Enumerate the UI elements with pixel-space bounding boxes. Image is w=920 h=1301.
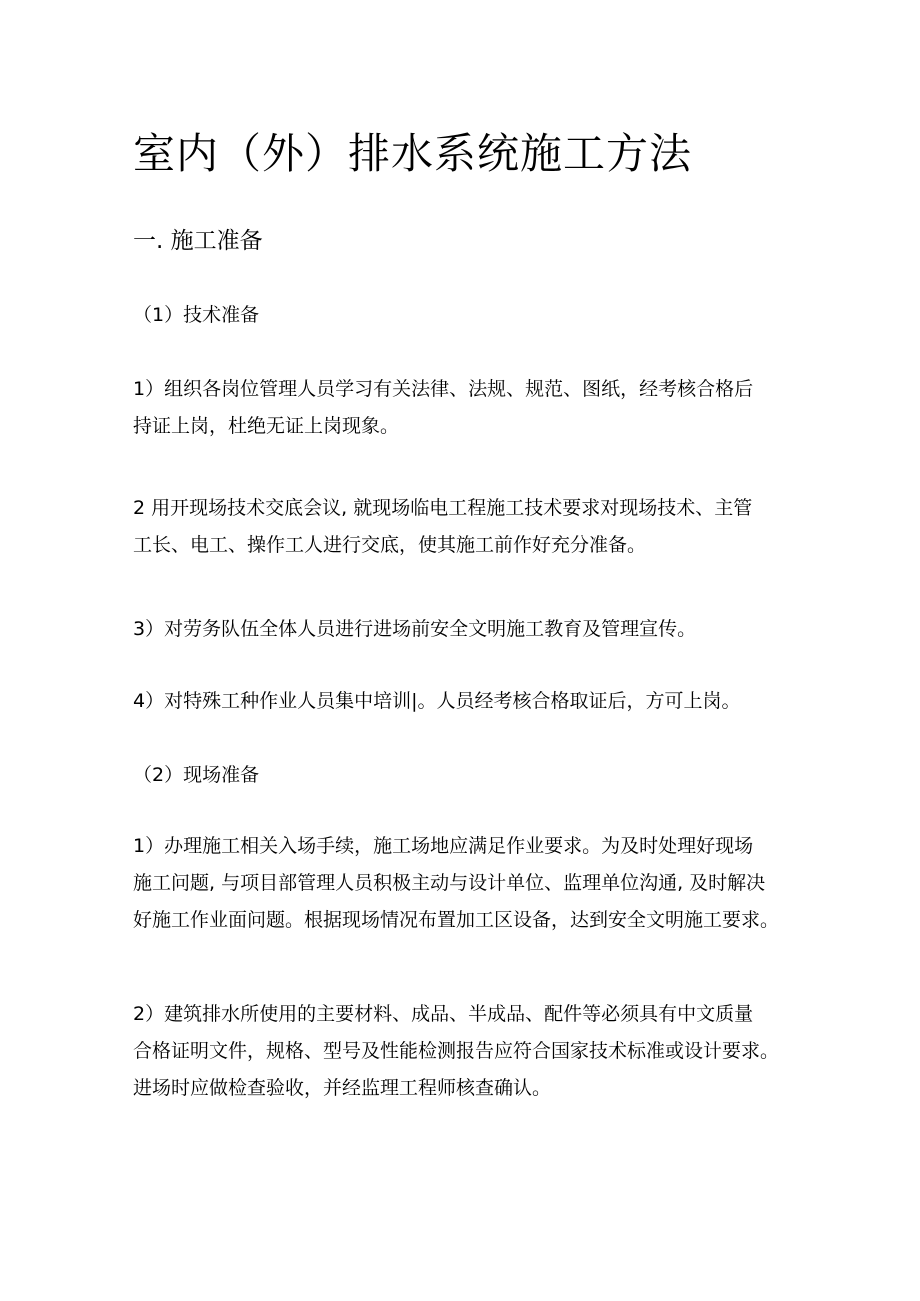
document-title: 室内（外）排水系统施工方法 xyxy=(133,129,693,178)
paragraph-line: 3）对劳务队伍全体人员进行进场前安全文明施工教育及管理宣传。 xyxy=(133,618,697,640)
paragraph-line: 4）对特殊工种作业人员集中培训|。人员经考核合格取证后，方可上岗。 xyxy=(133,690,741,712)
paragraph-technical-item-4 xyxy=(133,683,793,720)
paragraph-line: 进场时应做检查验收，并经监理工程师核查确认。 xyxy=(133,1077,552,1099)
section-heading-construction-prep: 一. 施工准备 xyxy=(133,228,263,254)
paragraph-technical-item-3 xyxy=(133,611,793,648)
paragraph-line: 工长、电工、操作工人进行交底，使其施工前作好充分准备。 xyxy=(133,534,647,556)
paragraph-line: 持证上岗，杜绝无证上岗现象。 xyxy=(133,415,400,437)
paragraph-technical-item-2 xyxy=(133,490,793,564)
paragraph-line: 好施工作业面问题。根据现场情况布置加工区设备，达到安全文明施工要求。 xyxy=(133,909,780,931)
paragraph-line: 2 用开现场技术交底会议, 就现场临电工程施工技术要求对现场技术、主管 xyxy=(133,497,753,519)
paragraph-site-item-1 xyxy=(133,828,793,939)
subsection-heading-technical-prep: （1）技术准备 xyxy=(133,304,260,326)
paragraph-line: 1）办理施工相关入场手续，施工场地应满足作业要求。为及时处理好现场 xyxy=(133,835,754,857)
paragraph-line: 合格证明文件，规格、型号及性能检测报告应符合国家技术标准或设计要求。 xyxy=(133,1040,780,1062)
subsection-heading-site-prep: （2）现场准备 xyxy=(133,764,260,786)
paragraph-site-item-2 xyxy=(133,996,793,1107)
paragraph-technical-item-1 xyxy=(133,371,793,445)
paragraph-line: 施工问题, 与项目部管理人员积极主动与设计单位、监理单位沟通, 及时解决 xyxy=(133,872,766,894)
paragraph-line: 2）建筑排水所使用的主要材料、成品、半成品、配件等必须具有中文质量 xyxy=(133,1003,754,1025)
paragraph-line: 1）组织各岗位管理人员学习有关法律、法规、规范、图纸，经考核合格后 xyxy=(133,378,754,400)
